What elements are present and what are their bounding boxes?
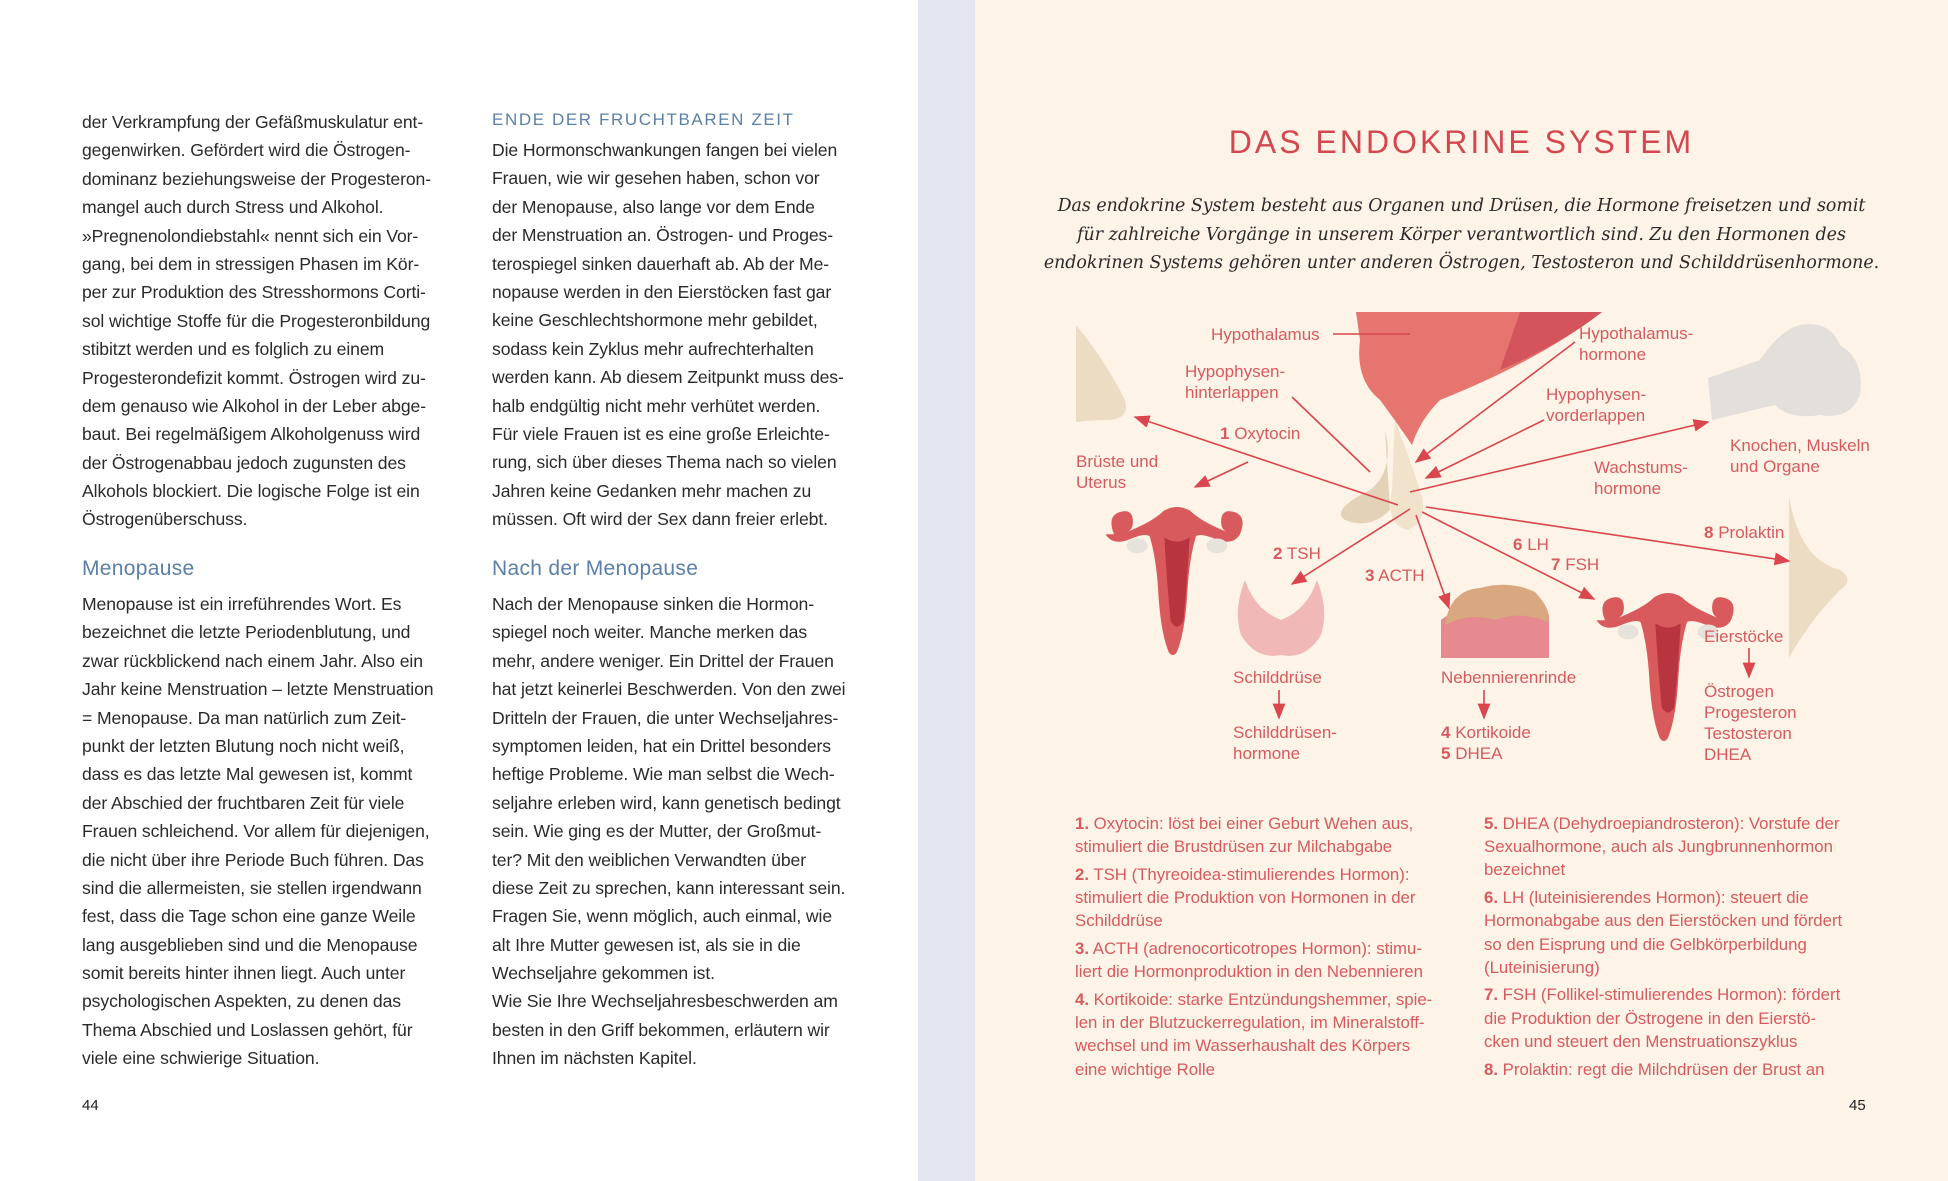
footnote-line: wechsel und im Wasserhaushalt des Körpers [1075, 1036, 1411, 1056]
footnote-item [1075, 812, 1465, 858]
text-line: vorderlappen [1546, 406, 1646, 425]
label-brueste-uterus [1076, 451, 1158, 493]
ende-heading: ENDE DER FRUCHTBAREN ZEIT [492, 110, 795, 129]
text-line: Frauen schleichend. Vor allem für diejenigen, [82, 821, 430, 842]
nach-menopause-heading: Nach der Menopause [492, 557, 699, 580]
text-line: Jahr keine Menstruation – letzte Menstruation [82, 679, 434, 700]
notes-right [1484, 812, 1874, 1085]
footnote-line: 1. Oxytocin: löst bei einer Geburt Wehen aus, [1075, 814, 1414, 833]
label-hypothalamus-hormone [1579, 323, 1693, 365]
text-line: Schilddrüsen- [1233, 723, 1337, 742]
footnote-number: 7. [1484, 985, 1498, 1005]
text-line: punkt der letzten Blutung noch nicht weiß, [82, 735, 405, 756]
text-line: Östrogenüberschuss. [82, 509, 248, 530]
text-line: per zur Produktion des Stresshormons Corti- [82, 282, 426, 303]
notes-left [1075, 812, 1465, 1085]
footnote-line: stimuliert die Brustdrüsen zur Milchabgabe [1075, 837, 1393, 857]
footnote-line: 7. FSH (Follikel-stimulierendes Hormon): fördert [1484, 985, 1841, 1005]
text-line: Ihnen im nächsten Kapitel. [492, 1048, 697, 1069]
text-line: dominanz beziehungsweise der Progesteron- [82, 168, 431, 189]
label-wachstumshormone [1594, 457, 1688, 499]
footnote-number: 8. [1484, 1059, 1498, 1079]
footnote-line: 6. LH (luteinisierendes Hormon): steuert die [1484, 888, 1809, 908]
text-line: mehr, andere weniger. Ein Drittel der Frauen [492, 650, 834, 671]
text-line: heftige Probleme. Wie man selbst die Wech- [492, 764, 835, 785]
footnote-line: len in der Blutzuckerregulation, im Mineralstoff- [1075, 1013, 1425, 1033]
label-prolaktin: 8 Prolaktin [1704, 523, 1785, 542]
footnote-number: 2. [1075, 864, 1089, 884]
footnote-line: Sexualhormone, auch als Jungbrunnenhormon [1484, 837, 1833, 857]
footnote-line: 2. TSH (Thyreoidea-stimulierendes Hormon): [1075, 864, 1410, 884]
text-line: müssen. Oft wird der Sex dann freier erlebt. [492, 509, 828, 530]
text-line: terospiegel sinken dauerhaft ab. Ab der Me- [492, 253, 830, 274]
text-line: spiegel noch weiter. Manche merken das [492, 622, 808, 643]
text-line: Für viele Frauen ist es eine große Erleichte- [492, 423, 830, 444]
text-line: Thema Abschied und Loslassen gehört, für [82, 1019, 413, 1040]
footnote-item [1484, 812, 1874, 882]
footnote-line: so den Eisprung und die Gelbkörperbildung [1484, 934, 1807, 954]
label-tsh: 2 TSH [1273, 544, 1321, 563]
text-line: Jahren keine Gedanken mehr machen zu [492, 480, 812, 501]
text-line: der Östrogenabbau jedoch zugunsten des [82, 452, 406, 473]
text-line: Progesterondefizit kommt. Östrogen wird zu- [82, 367, 426, 388]
label-hinterlappen [1185, 361, 1285, 403]
footnote-item [1484, 1058, 1874, 1081]
footnote-item [1484, 983, 1874, 1053]
footnote-line: 5. DHEA (Dehydroepiandrosteron): Vorstufe der [1484, 814, 1840, 833]
text-line: sol wichtige Stoffe für die Progesteronbildung [82, 310, 431, 331]
label-fsh: 7 FSH [1551, 555, 1600, 574]
text-line: stibitzt werden und es folglich zu einem [82, 339, 385, 360]
text-line: Die Hormonschwankungen fangen bei vielen [492, 140, 838, 160]
text-line: symptomen leiden, hat ein Drittel besonders [492, 735, 831, 756]
text-line: halb endgültig nicht mehr verhütet werden. [492, 395, 821, 416]
text-line: ter? Mit den weiblichen Verwandten über [492, 849, 806, 870]
footnote-line: Hormonabgabe aus den Eierstöcken und fördert [1484, 911, 1843, 931]
text-line: Wachstums- [1594, 458, 1688, 477]
text-line: DHEA [1704, 745, 1752, 764]
text-line: Alkohols blockiert. Die logische Folge ist ein [82, 481, 420, 502]
label-acth: 3 ACTH [1365, 566, 1425, 585]
text-line: Das endokrine System besteht aus Organen und Drüsen, die Hormone freisetzen und somit [1057, 196, 1866, 216]
text-line: Hypophysen- [1185, 362, 1286, 381]
text-line: für zahlreiche Vorgänge in unserem Körper verantwortlich sind. Zu den Hormonen des [1077, 224, 1846, 245]
footnote-number: 6. [1484, 888, 1498, 908]
uterus-left-shape [1106, 507, 1243, 655]
text-line: Uterus [1076, 473, 1127, 492]
text-line: fest, dass die Tage schon eine ganze Weile [82, 906, 416, 927]
text-line: sein. Wie ging es der Mutter, der Großmut- [492, 821, 822, 842]
footnote-number: 4. [1075, 989, 1089, 1009]
breast-right-shape [1789, 497, 1848, 658]
text-line: Brüste und [1076, 452, 1159, 471]
text-line: hormone [1594, 479, 1662, 498]
text-line: viele eine schwierige Situation. [82, 1048, 320, 1069]
bone-shape [1708, 324, 1861, 420]
text-line: Fragen Sie, wenn möglich, auch einmal, wie [492, 906, 833, 927]
text-line: seljahre erleben wird, kann genetisch bedingt [492, 792, 841, 813]
text-line: dass es das letzte Mal gewesen ist, kommt [82, 764, 413, 785]
text-line: besten in den Griff bekommen, erläutern wir [492, 1019, 830, 1040]
text-line: endokrinen Systems gehören unter anderen Östrogen, Testosteron und Schilddrüsenhormone. [1043, 253, 1880, 273]
text-line: gegenwirken. Gefördert wird die Östrogen- [82, 140, 411, 161]
label-dhea: 5 DHEA [1441, 744, 1503, 763]
label-oxytocin: 1 Oxytocin [1220, 424, 1301, 443]
text-line: der Abschied der fruchtbaren Zeit für viele [82, 792, 405, 813]
text-line: rung, sich über dieses Thema nach so vielen [492, 452, 837, 473]
text-line: Testosteron [1704, 724, 1792, 743]
text-line: hormone [1233, 744, 1301, 763]
page-title: DAS ENDOKRINE SYSTEM [1228, 124, 1695, 160]
text-line: keine Geschlechtshormone mehr gebildet, [492, 310, 818, 331]
text-line: Knochen, Muskeln [1730, 436, 1870, 455]
text-line: werden kann. Ab diesem Zeitpunkt muss des- [492, 367, 844, 388]
footnote-item [1075, 863, 1465, 933]
text-line: Progesteron [1704, 703, 1797, 722]
text-line: dem genauso wie Alkohol in der Leber abge- [82, 395, 426, 416]
text-line: Hypophysen- [1546, 385, 1647, 404]
text-line: mangel auch durch Stress und Alkohol. [82, 197, 384, 218]
text-line: und Organe [1730, 457, 1820, 476]
text-line: diese Zeit zu sprechen, kann interessant sein. [492, 877, 846, 898]
text-line: der Menstruation an. Östrogen- und Proges- [492, 225, 834, 246]
text-line: = Menopause. Da man natürlich zum Zeit- [82, 707, 407, 728]
footnote-line: eine wichtige Rolle [1075, 1059, 1215, 1079]
label-eierstoecke-hormone [1704, 681, 1797, 765]
text-line: Dritteln der Frauen, die unter Wechseljahres- [492, 707, 839, 728]
footnote-item [1075, 937, 1465, 983]
footnote-item [1484, 886, 1874, 979]
text-line: zwar rückblickend nach einem Jahr. Also ein [82, 650, 423, 671]
text-line: hormone [1579, 345, 1647, 364]
label-lh: 6 LH [1513, 535, 1549, 554]
footnote-line: cken und steuert den Menstruationszyklus [1484, 1031, 1798, 1051]
footnote-line: 4. Kortikoide: starke Entzündungshemmer, spie- [1075, 989, 1433, 1009]
label-schilddruese: Schilddrüse [1233, 668, 1322, 687]
footnote-line: Schilddrüse [1075, 911, 1163, 931]
footnote-line: liert die Hormonproduktion in den Nebennieren [1075, 962, 1423, 982]
text-line: Wie Sie Ihre Wechseljahresbeschwerden am [492, 991, 838, 1012]
text-line: nopause werden in den Eierstöcken fast gar [492, 281, 832, 302]
text-line: hat jetzt keinerlei Beschwerden. Von den zwei [492, 679, 846, 700]
label-schilddruese-hormone [1233, 722, 1337, 764]
text-line: sind die allermeisten, sie stellen irgendwann [82, 877, 422, 898]
text-line: Hypothalamus- [1579, 324, 1694, 343]
text-line: bezeichnet die letzte Periodenblutung, und [82, 622, 411, 643]
label-eierstoecke: Eierstöcke [1704, 627, 1784, 646]
text-line: sodass kein Zyklus mehr aufrechterhalten [492, 338, 814, 359]
text-line: Frauen, wie wir gesehen haben, schon vor [492, 168, 820, 189]
text-line: hinterlappen [1185, 383, 1279, 402]
breast-left-shape [1076, 325, 1126, 422]
footnote-line: 3. ACTH (adrenocorticotropes Hormon): stimu- [1075, 939, 1422, 959]
label-hypothalamus: Hypothalamus [1211, 325, 1320, 344]
adrenal-shape [1441, 585, 1549, 658]
label-knochen [1730, 435, 1870, 477]
text-line: lang ausgeblieben sind und die Menopause [82, 934, 418, 955]
label-kortikoide: 4 Kortikoide [1441, 723, 1531, 742]
text-line: »Pregnenolondiebstahl« nennt sich ein Vor- [82, 225, 419, 246]
text-line: der Verkrampfung der Gefäßmuskulatur ent- [82, 112, 424, 132]
text-line: alt Ihre Mutter gewesen ist, als sie in die [492, 934, 801, 955]
footnote-line: 8. Prolaktin: regt die Milchdrüsen der Brust an [1484, 1059, 1825, 1079]
text-line: Nach der Menopause sinken die Hormon- [492, 594, 814, 614]
text-line: Menopause ist ein irreführendes Wort. Es [82, 594, 402, 614]
footnote-number: 1. [1075, 814, 1089, 833]
footnote-line: die Produktion der Östrogene in den Eierstö- [1484, 1008, 1817, 1028]
footnote-number: 3. [1075, 939, 1089, 959]
footnote-item [1075, 988, 1465, 1081]
label-vorderlappen [1546, 384, 1646, 426]
menopause-heading: Menopause [82, 557, 195, 580]
text-line: somit bereits hinter ihnen liegt. Auch unter [82, 963, 406, 984]
text-line: Wechseljahre gekommen ist. [492, 963, 715, 984]
footnote-number: 5. [1484, 814, 1498, 833]
page-number-left: 44 [82, 1097, 99, 1114]
footnote-line: bezeichnet [1484, 860, 1566, 880]
text-line: psychologischen Aspekten, zu denen das [82, 991, 401, 1012]
text-line: baut. Bei regelmäßigem Alkoholgenuss wird [82, 424, 421, 445]
text-line: die nicht über ihre Periode Buch führen. Das [82, 849, 424, 870]
footnote-line: stimuliert die Produktion von Hormonen in der [1075, 888, 1416, 908]
footnote-line: (Luteinisierung) [1484, 957, 1600, 977]
text-line: Östrogen [1704, 682, 1774, 701]
page-number-right: 45 [1849, 1097, 1866, 1114]
text-line: der Menopause, also lange vor dem Ende [492, 196, 815, 217]
text-line: gang, bei dem in stressigen Phasen im Kör- [82, 253, 420, 274]
label-nebennierenrinde: Nebennierenrinde [1441, 668, 1577, 687]
thyroid-shape [1238, 580, 1324, 656]
